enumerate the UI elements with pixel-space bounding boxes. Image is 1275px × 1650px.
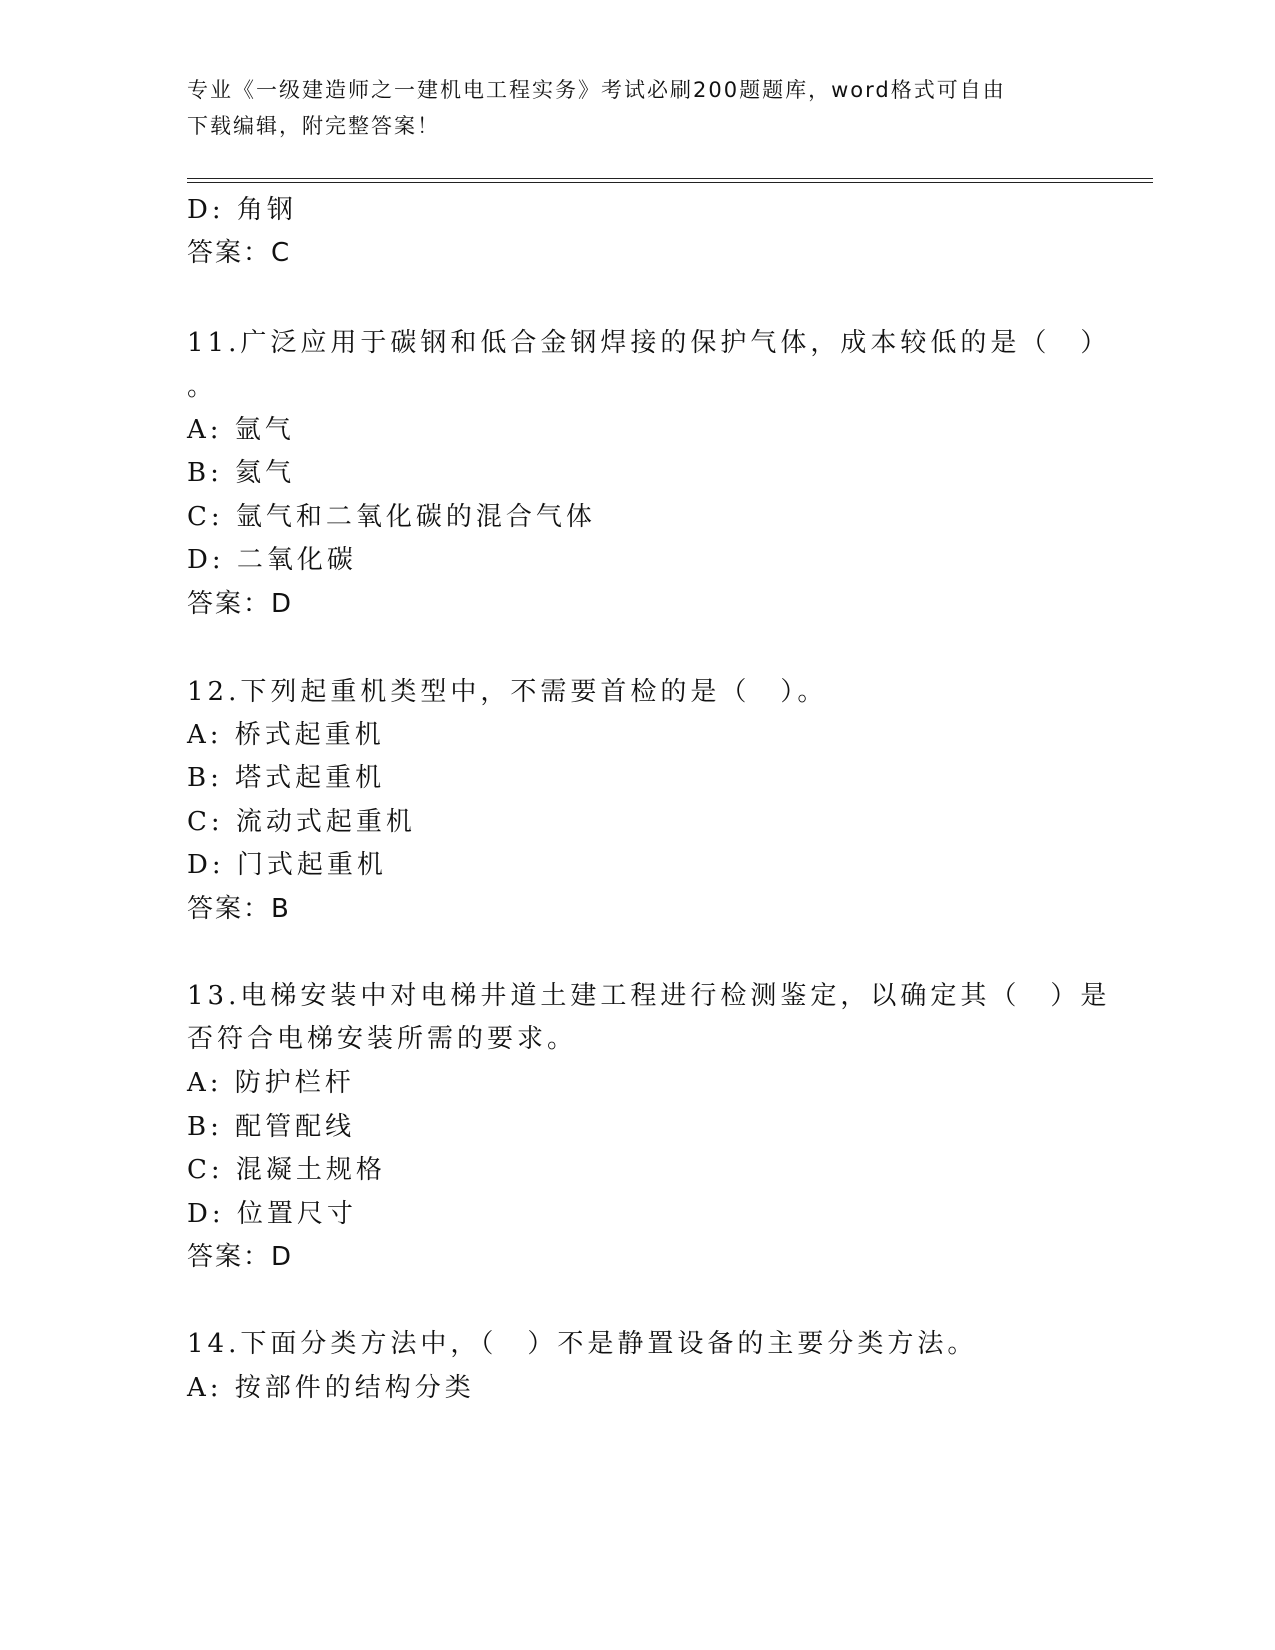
q12-stem-line-1: 12.下列起重机类型中，不需要首检的是（ ）。 bbox=[187, 677, 828, 707]
q11-option-a: A: 氩气 bbox=[187, 415, 295, 445]
header-rule-bottom bbox=[187, 182, 1153, 183]
q11-option-c: C: 氩气和二氧化碳的混合气体 bbox=[187, 502, 596, 532]
q11-option-b: B: 氦气 bbox=[187, 458, 296, 488]
q12-option-b: B: 塔式起重机 bbox=[187, 763, 386, 793]
q11-stem-line-1: 11.广泛应用于碳钢和低合金钢焊接的保护气体，成本较低的是（ ） bbox=[187, 328, 1111, 358]
q11-answer: 答案：D bbox=[187, 589, 294, 619]
q13-option-c: C: 混凝土规格 bbox=[187, 1155, 386, 1185]
prev-answer: 答案：C bbox=[187, 238, 292, 268]
header-line-2: 下载编辑，附完整答案！ bbox=[187, 114, 440, 138]
header-rule-top bbox=[187, 178, 1153, 179]
q14-option-a: A: 按部件的结构分类 bbox=[187, 1373, 475, 1403]
prev-option-d: D: 角钢 bbox=[187, 195, 297, 225]
q12-option-a: A: 桥式起重机 bbox=[187, 720, 385, 750]
q12-option-d: D: 门式起重机 bbox=[187, 850, 387, 880]
header-line-1: 专业《一级建造师之一建机电工程实务》考试必刷200题题库，word格式可自由 bbox=[187, 78, 1006, 102]
q13-answer: 答案：D bbox=[187, 1242, 294, 1272]
q11-option-d: D: 二氧化碳 bbox=[187, 545, 357, 575]
q12-option-c: C: 流动式起重机 bbox=[187, 807, 416, 837]
q13-stem-line-2: 否符合电梯安装所需的要求。 bbox=[187, 1024, 578, 1054]
q12-answer: 答案：B bbox=[187, 894, 291, 924]
q14-stem-line-1: 14.下面分类方法中，（ ）不是静置设备的主要分类方法。 bbox=[187, 1329, 978, 1359]
q13-option-a: A: 防护栏杆 bbox=[187, 1068, 355, 1098]
q13-stem-line-1: 13.电梯安装中对电梯井道土建工程进行检测鉴定，以确定其（ ）是 bbox=[187, 981, 1111, 1011]
document-header bbox=[187, 72, 1087, 144]
q11-stem-line-2: 。 bbox=[187, 372, 218, 402]
q13-option-d: D: 位置尺寸 bbox=[187, 1199, 357, 1229]
q13-option-b: B: 配管配线 bbox=[187, 1112, 356, 1142]
